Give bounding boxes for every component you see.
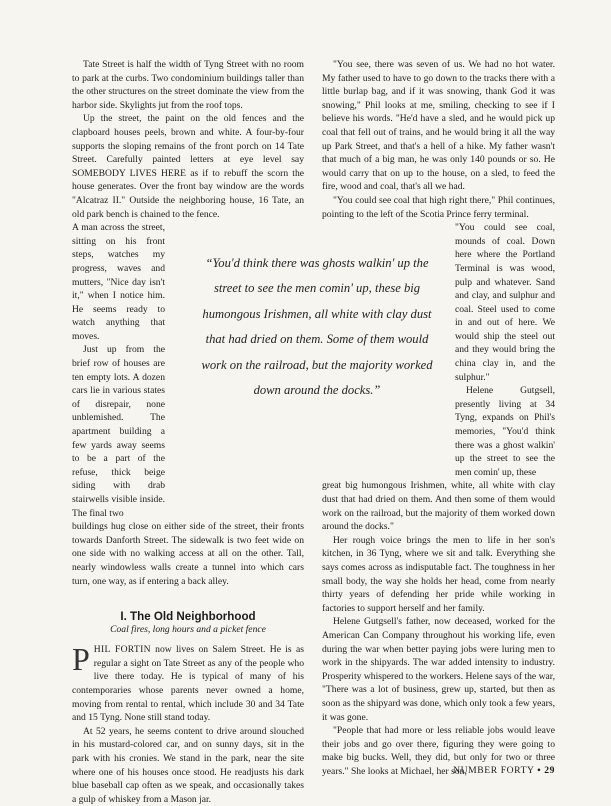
paragraph: "You could see coal, mounds of coal. Down here where the Portland Terminal is was wood, pulp and whatever. Sand and clay, and sulphur and coal. Steel used to come in and out of here. We would ship the steel out and they would bring the china clay in, and the sulphur." bbox=[455, 222, 555, 383]
paragraph: great big humongous Irishmen, white, all white with clay dust that had dried on them. And then some of them would work on the railroad, but the majority of them worked down around the docks." bbox=[322, 480, 555, 533]
paragraph: Up the street, the paint on the old fences and the clapboard houses peels, brown and white. A four-by-four supports the sloping remains of the front porch on 14 Tate Street. Carefully painted letters at eye level say SOMEBODY LIVES HERE as if to rebuff the scorn the house generates. Over the front bay window are the words "Alcatraz II." Outside the neighboring house, 16 Tate, an old park bench is chained to the fence. bbox=[72, 113, 304, 220]
lead-text: now lives on Salem Street. He is as regular a sight on Tate Street as any of the people who live there today. He is typical of many of his contemporaries whose parents never owned a home, moving from rental to rental, which include 30 and 34 Tate and 15 Tyng. None still stand today. bbox=[72, 644, 304, 724]
paragraph: Helene Gutgsell's father, now deceased, worked for the American Can Company throughout his working life, even during the war when better paying jobs were luring men to work in the shipyards. The war added intensity to industry. Prosperity whispered to the workers. Helene says of the war, "There was a lot of business, grew up, started, but then as soon as the shipyard was done, which only took a few years, it was gone. bbox=[322, 616, 555, 723]
paragraph: Just up from the brief row of houses are ten empty lots. A dozen cars lie in various states of disrepair, none unblemished. The apartment building a few yards away seems to be a part of the refuse, thick beige siding with drab stairwells visible inside. The final two bbox=[72, 344, 165, 519]
pull-quote: “You'd think there was ghosts walkin' up the street to see the men comin' up, these big humongous Irishmen, all white with clay dust that had dried on them. Some of them would work on the railroad, but the majority worked down around the docks.” bbox=[201, 256, 433, 398]
section-title: I. The Old Neighborhood bbox=[120, 610, 256, 624]
paragraph: buildings hug close on either side of the street, their fronts towards Danforth Street. The sidewalk is two feet wide on one side with no walking access at all on the other. Tall, nearly windowless walls create a tunnel into which cars turn, one way, as if entering a back alley. bbox=[72, 521, 304, 587]
lead-paragraph bbox=[72, 643, 304, 725]
page-footer bbox=[453, 765, 555, 776]
paragraph: Helene Gutgsell, presently living at 34 Tyng, expands on Phil's memories, "You'd think there was a ghost walkin' up the street to see the men comin' up, these bbox=[455, 385, 555, 478]
right-column bbox=[322, 58, 555, 778]
footer-bullet: • bbox=[537, 765, 542, 776]
section-subtitle: Coal fires, long hours and a picket fence bbox=[110, 624, 266, 636]
drop-cap: P bbox=[72, 641, 90, 678]
paragraph: "You could see coal that high right there," Phil continues, pointing to the left of the Scotia Prince ferry terminal. bbox=[322, 194, 555, 220]
paragraph: A man across the street, sitting on his front steps, watches my progress, waves and mutters, "Nice day isn't it," when I notice him. He seems ready to watch anything that moves. bbox=[72, 222, 165, 342]
page-number: 29 bbox=[544, 765, 555, 776]
paragraph: "People that had more or less reliable jobs would leave their jobs and go over there, figuring they were going to make big bucks. Well, they did, but only for two or three years." She looks at Michael, her son, bbox=[322, 725, 555, 777]
paragraph: Her rough voice brings the men to life in her son's kitchen, in 36 Tyng, where we sit and talk. Everything she says comes across as indisputable fact. The toughness in her small body, the way she holds her head, come from nearly thirty years of defending her pride while working in factories to support herself and her family. bbox=[322, 534, 555, 614]
left-column bbox=[72, 58, 304, 806]
paragraph: "You see, there was seven of us. We had no hot water. My father used to have to go down to the tracks there with a little burlap bag, and if it was snowing, thank God it was snowing," Phil looks at me, smiling, checking to see if I believe his words. "He'd have a sled, and he would pick up coal that fell out of trains, and he would bring it all the way up Park Street, and that's a hell of a hike. My father wasn't that much of a big man, he was only 140 pounds or so. He would carry that on up to the house, on a sled, to feed the fire, wood and coal, that's all we had. bbox=[322, 59, 555, 193]
lead-smallcaps: HIL FORTIN bbox=[93, 644, 151, 656]
footer-label: NUMBER FORTY bbox=[453, 765, 535, 776]
paragraph: Tate Street is half the width of Tyng Street with no room to park at the curbs. Two condominium buildings taller than the other structures on the street dominate the view from the harbor side. Skylights jut from the roof tops. bbox=[72, 59, 304, 111]
paragraph: At 52 years, he seems content to drive around slouched in his mustard-colored car, and on sunny days, sit in the park with his cronies. We stand in the park, near the site where one of his houses once stood. He readjusts his dark blue baseball cap often as we speak, and occasionally takes a gulp of whiskey from a Mason jar. bbox=[72, 725, 304, 805]
